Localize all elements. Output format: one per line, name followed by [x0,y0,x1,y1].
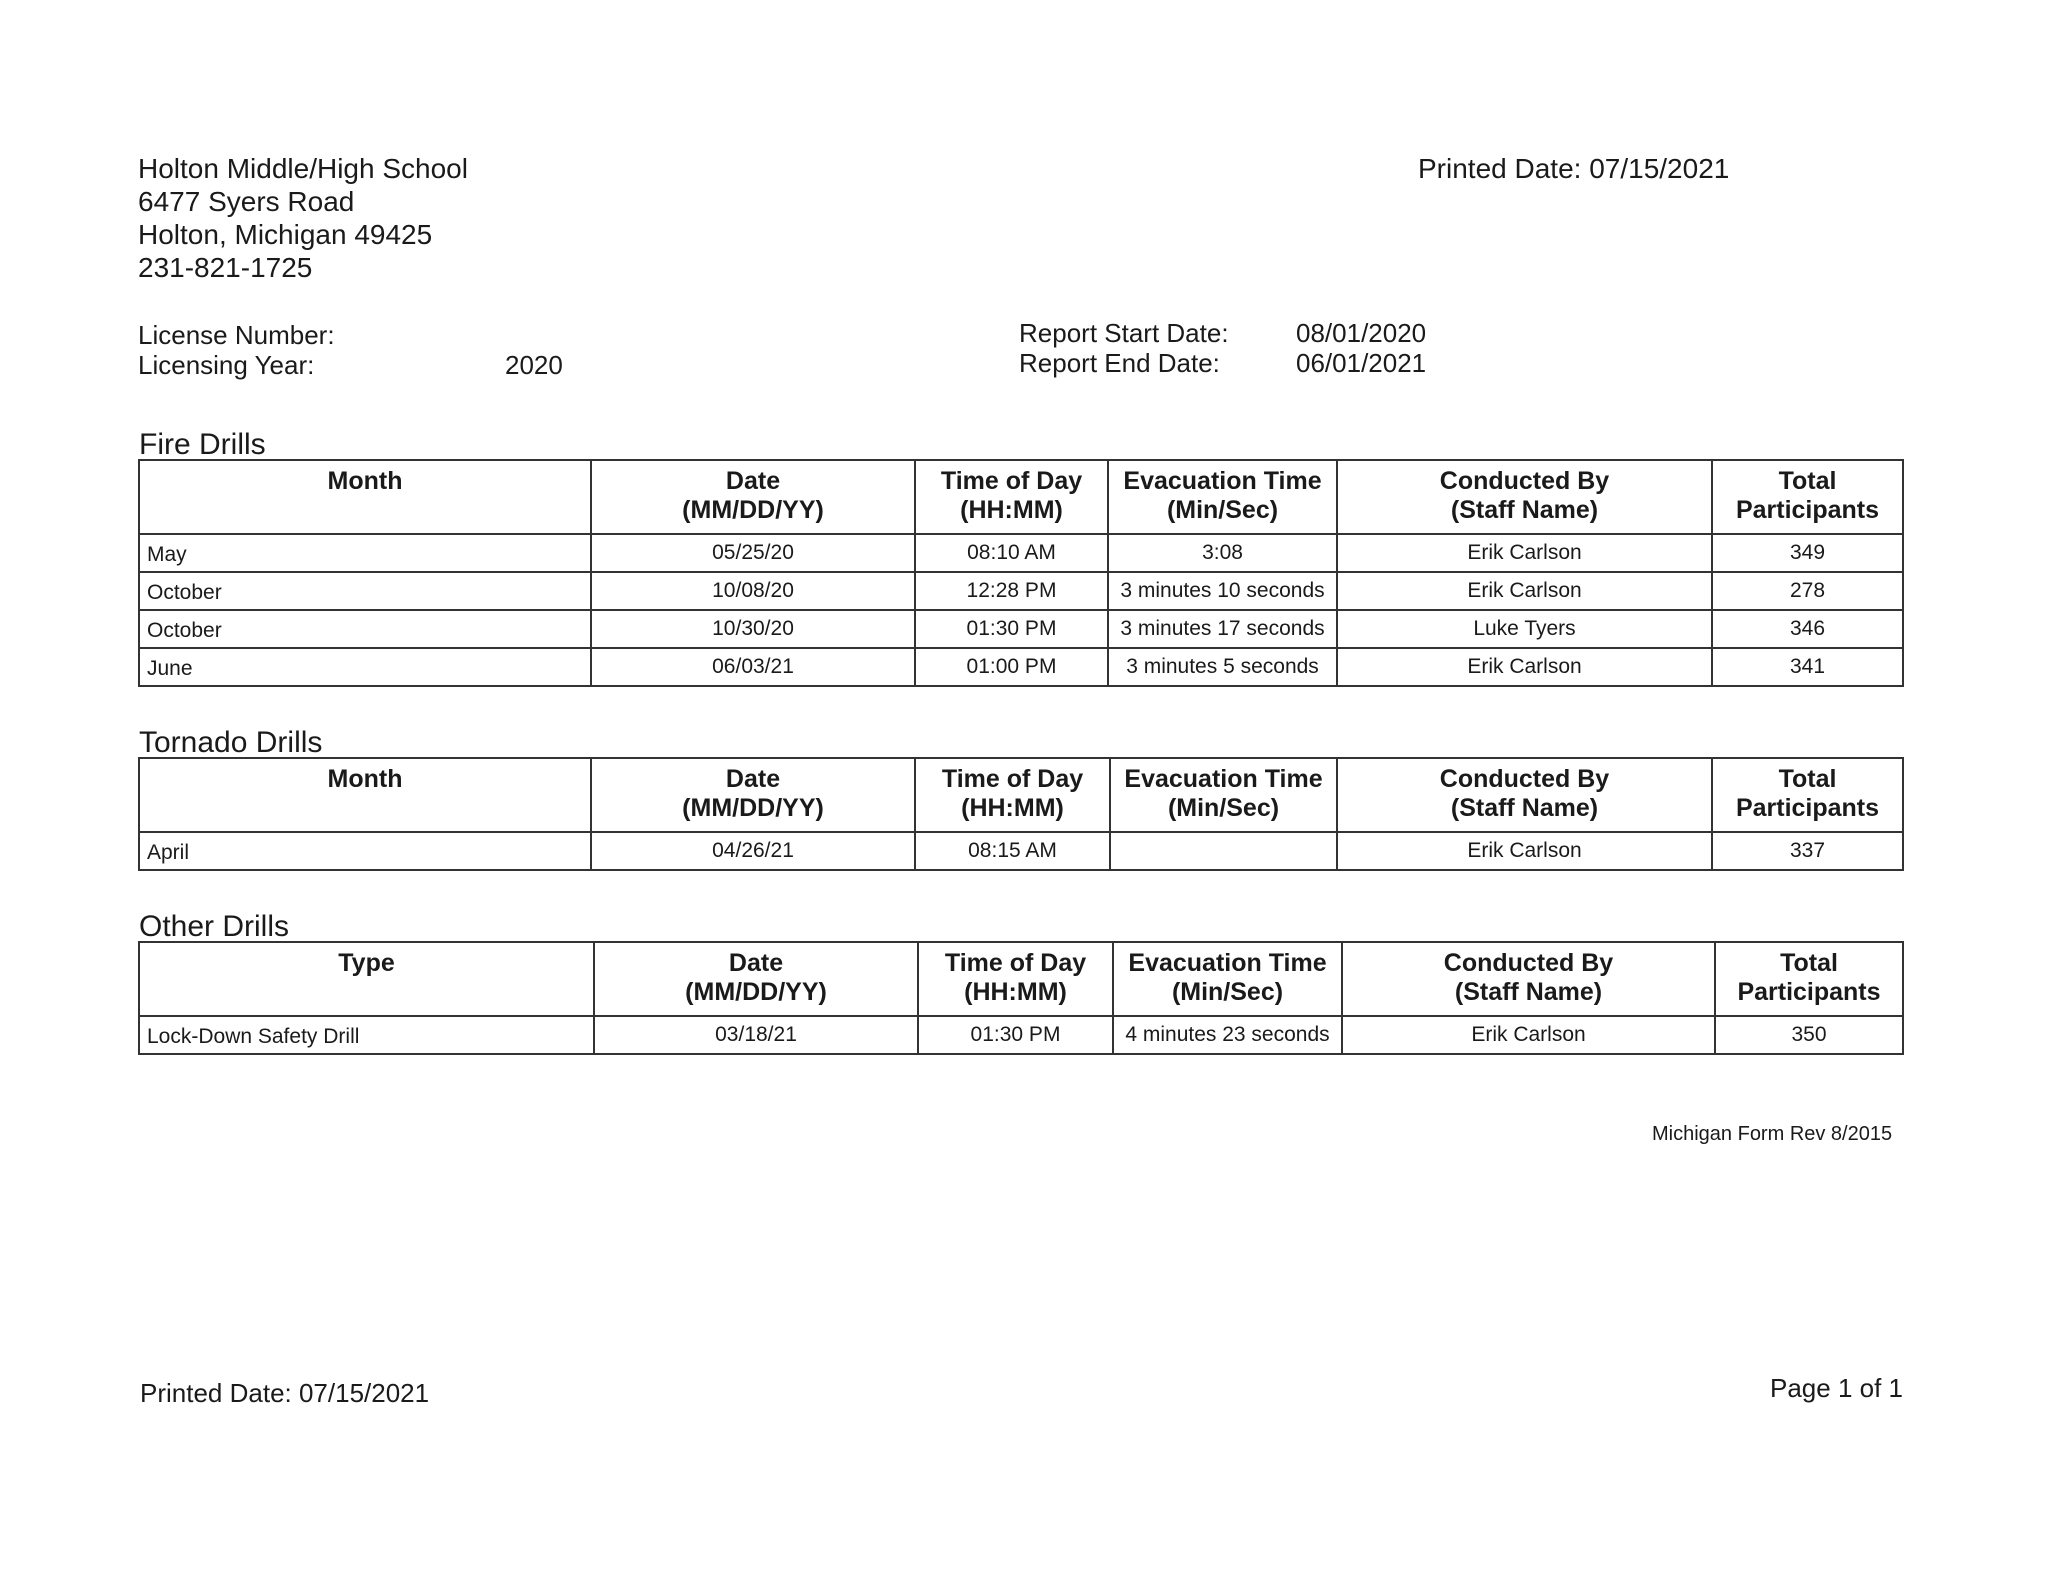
col-evacuation-cell: 3 minutes 5 seconds [1108,648,1337,686]
col-participants-header [1715,942,1903,1016]
fire-drills-title: Fire Drills [139,428,266,461]
printed-date-footer: Printed Date: 07/15/2021 [140,1378,430,1408]
table-row [139,1016,1903,1054]
header-label: Month [327,765,403,793]
col-evacuation-header [1108,460,1337,534]
col-date-cell: 10/08/20 [591,572,915,610]
header-label: Time of Day [941,765,1084,793]
header-label: Conducted By [1439,467,1610,495]
table-row [139,610,1903,648]
col-type-header [139,460,591,534]
header-label: (HH:MM) [960,496,1063,524]
col-date-cell: 03/18/21 [594,1016,918,1054]
col-type-header [139,942,594,1016]
header-label: Conducted By [1443,949,1614,977]
table-header-row [139,942,1903,1016]
school-address: 6477 Syers Road [138,186,355,217]
col-date-header [591,460,915,534]
header-label: Date [728,949,784,977]
licensing-year-value: 2020 [505,350,563,380]
col-date-cell: 10/30/20 [591,610,915,648]
col-participants-header [1712,460,1903,534]
col-type-cell: May [139,534,591,572]
tornado-drills-title: Tornado Drills [139,726,323,759]
col-evacuation-cell: 3:08 [1108,534,1337,572]
header-label: (Staff Name) [1450,794,1599,822]
col-type-cell: October [139,610,591,648]
header-label: Conducted By [1439,765,1610,793]
header-label: Evacuation Time [1123,467,1322,495]
col-conducted-by-cell: Erik Carlson [1337,534,1712,572]
report-end-label: Report End Date: [1019,348,1220,378]
table-row [139,572,1903,610]
col-participants-header [1712,758,1903,832]
col-conducted-by-cell: Erik Carlson [1337,648,1712,686]
fire-drills-table [138,459,1904,687]
header-label: Total [1780,949,1838,977]
col-time-cell: 01:30 PM [918,1016,1113,1054]
col-type-header [139,758,591,832]
col-time-header [915,460,1108,534]
col-participants-cell: 346 [1712,610,1903,648]
col-time-cell: 08:10 AM [915,534,1108,572]
col-date-header [591,758,915,832]
header-label: Time of Day [940,467,1083,495]
header-label: Month [327,467,403,495]
header-label: Participants [1735,794,1880,822]
table-header-row [139,460,1903,534]
header-label: (Staff Name) [1450,496,1599,524]
header-label: Participants [1737,978,1881,1006]
table-header-row [139,758,1903,832]
header-label: Total [1778,765,1837,793]
header-label: Date [725,765,781,793]
header-label: Type [338,949,395,977]
school-city-state-zip: Holton, Michigan 49425 [138,219,433,250]
col-participants-cell: 349 [1712,534,1903,572]
col-evacuation-cell: 3 minutes 10 seconds [1108,572,1337,610]
licensing-year-label: Licensing Year: [138,350,315,380]
report-end-value: 06/01/2021 [1296,348,1427,378]
header-label: Evacuation Time [1128,949,1327,977]
col-type-cell: April [139,832,591,870]
school-phone: 231-821-1725 [138,252,313,283]
header-label: (HH:MM) [961,794,1064,822]
table-row [139,534,1903,572]
col-conducted-by-cell: Erik Carlson [1337,832,1712,870]
report-start-value: 08/01/2020 [1296,318,1427,348]
col-conducted-by-header [1337,460,1712,534]
col-time-cell: 12:28 PM [915,572,1108,610]
col-date-cell: 05/25/20 [591,534,915,572]
header-label: Date [725,467,781,495]
header-label: (Min/Sec) [1167,794,1280,822]
table-row [139,648,1903,686]
header-label: (Min/Sec) [1171,978,1284,1006]
other-drills-table [138,941,1904,1055]
col-evacuation-cell: 4 minutes 23 seconds [1113,1016,1342,1054]
header-label: Evacuation Time [1124,765,1323,793]
col-evacuation-cell: 3 minutes 17 seconds [1108,610,1337,648]
col-participants-cell: 341 [1712,648,1903,686]
table-row [139,832,1903,870]
tornado-drills-table [138,757,1904,871]
col-evacuation-header [1110,758,1337,832]
school-info [138,152,468,284]
header-label: (Staff Name) [1454,978,1603,1006]
col-conducted-by-header [1337,758,1712,832]
school-name: Holton Middle/High School [138,153,468,184]
report-start-label: Report Start Date: [1019,318,1229,348]
col-time-header [918,942,1113,1016]
col-evacuation-cell [1110,832,1337,870]
col-conducted-by-cell: Erik Carlson [1337,572,1712,610]
col-time-header [915,758,1110,832]
header-label: (Min/Sec) [1166,496,1279,524]
col-date-header [594,942,918,1016]
header-label: Total [1778,467,1837,495]
header-label: Time of Day [944,949,1087,977]
header-label: (HH:MM) [964,978,1067,1006]
col-type-cell: June [139,648,591,686]
col-participants-cell: 350 [1715,1016,1903,1054]
col-conducted-by-header [1342,942,1715,1016]
col-conducted-by-cell: Luke Tyers [1337,610,1712,648]
col-date-cell: 04/26/21 [591,832,915,870]
header-label: (MM/DD/YY) [682,794,824,822]
col-participants-cell: 337 [1712,832,1903,870]
form-revision: Michigan Form Rev 8/2015 [1652,1123,1893,1145]
col-participants-cell: 278 [1712,572,1903,610]
col-evacuation-header [1113,942,1342,1016]
col-type-cell: Lock-Down Safety Drill [139,1016,594,1054]
header-label: (MM/DD/YY) [682,496,824,524]
col-time-cell: 08:15 AM [915,832,1110,870]
col-date-cell: 06/03/21 [591,648,915,686]
license-number-label: License Number: [138,320,335,350]
printed-date-header: Printed Date: 07/15/2021 [1418,153,1730,184]
page-number: Page 1 of 1 [1770,1373,1903,1403]
col-conducted-by-cell: Erik Carlson [1342,1016,1715,1054]
col-type-cell: October [139,572,591,610]
col-time-cell: 01:30 PM [915,610,1108,648]
header-label: Participants [1735,496,1880,524]
header-label: (MM/DD/YY) [685,978,827,1006]
col-time-cell: 01:00 PM [915,648,1108,686]
other-drills-title: Other Drills [139,910,290,943]
